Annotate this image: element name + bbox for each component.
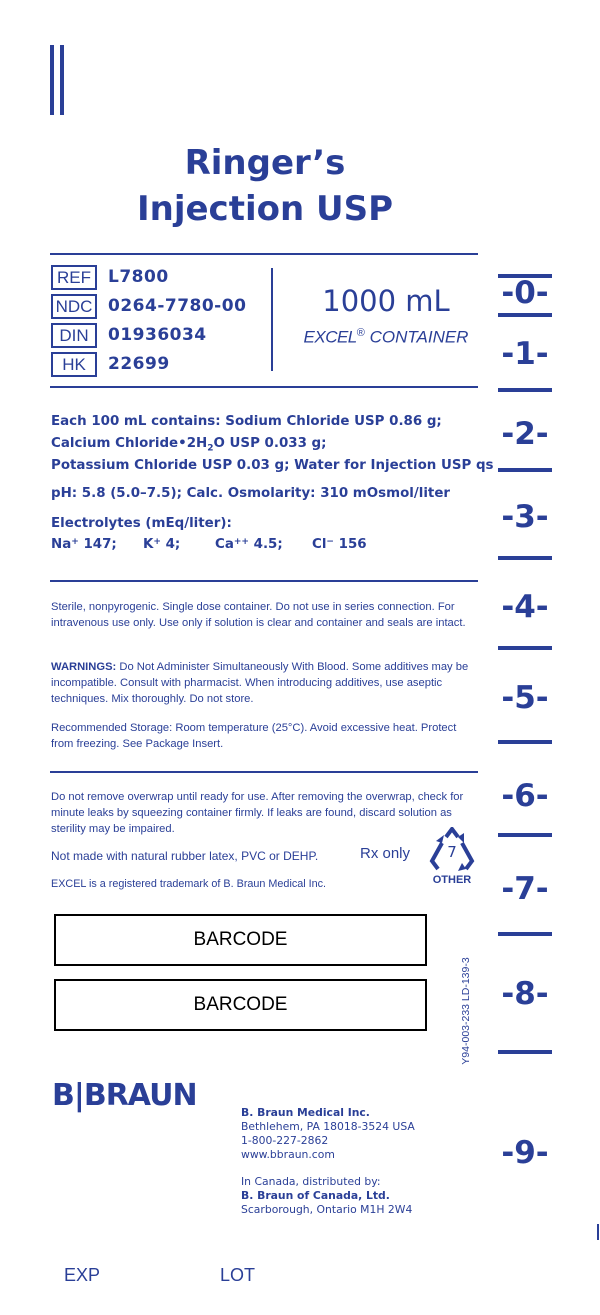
recycle-label: OTHER — [432, 874, 472, 886]
ion-charge: + — [71, 537, 79, 547]
electrolyte-k — [143, 535, 180, 554]
ref-value: L7800 — [108, 267, 169, 287]
ref-label: REF — [51, 265, 97, 290]
divider — [50, 771, 478, 773]
lot-label: LOT — [220, 1265, 256, 1285]
company-address: Bethlehem, PA 18018-3524 USA — [241, 1120, 415, 1133]
recycle-symbol — [428, 827, 476, 889]
container-label — [300, 327, 472, 348]
warnings-text: Do Not Administer Simultaneously With Blood. Some additives may be incompatible. Consult with pharmacist. When introducing additives, use aseptic techniques. Mix thoroughly. Do not store. — [51, 661, 469, 705]
recycle-number: 7 — [447, 843, 457, 861]
scale-tick — [498, 313, 552, 317]
ion-value: 4; — [165, 537, 181, 552]
barcode-box-2: BARCODE — [54, 979, 427, 1031]
overwrap-notice: Do not remove overwrap until ready for use. After removing the overwrap, check for minute leaks by squeezing container firmly. If leaks are found, discard solution as sterility may be impaired. — [51, 791, 464, 835]
company-phone: 1-800-227-2862 — [241, 1134, 329, 1147]
sterile-notice: Sterile, nonpyrogenic. Single dose container. Do not use in series connection. For intravenous use only. Use only if solution is clear and container and seals are intact. — [51, 601, 466, 629]
scale-tick — [498, 646, 552, 650]
scale-tick — [498, 388, 552, 392]
registered-mark: ® — [356, 327, 365, 339]
ion-value: 147; — [83, 537, 117, 552]
excel-brand: EXCEL — [303, 327, 357, 347]
storage-notice: Recommended Storage: Room temperature (25°C). Avoid excessive heat. Protect from freezing. See Package Insert. — [51, 722, 457, 750]
scale-tick — [498, 1050, 552, 1054]
top-right-bar — [60, 45, 64, 115]
title-line-2: Injection USP — [136, 189, 394, 229]
composition-line-2 — [51, 434, 327, 459]
canada-intro: In Canada, distributed by: — [241, 1175, 381, 1188]
hk-value: 22699 — [108, 354, 170, 374]
rx-only: Rx only — [360, 845, 411, 862]
title-line-1: Ringer’s — [184, 143, 346, 183]
edge-mark — [597, 1224, 599, 1240]
divider — [50, 253, 478, 255]
company-name: B. Braun Medical Inc. — [241, 1106, 370, 1119]
scale-tick — [498, 556, 552, 560]
bbraun-logo: B|BRAUN — [52, 1078, 197, 1113]
ndc-value: 0264-7780-00 — [108, 296, 247, 316]
side-code: Y94-003-233 LD-139-3 — [460, 957, 472, 1065]
ion-name: Cl — [312, 537, 327, 552]
composition-line-2-sub: 2 — [207, 443, 214, 454]
warnings-label: WARNINGS: — [51, 661, 117, 673]
container-word: CONTAINER — [369, 327, 469, 347]
din-label: DIN — [51, 323, 97, 348]
composition-line-2-post: O USP 0.033 g; — [213, 436, 327, 451]
ion-value: 156 — [338, 537, 367, 552]
divider — [50, 580, 478, 582]
scale-mark-0: -0- — [501, 275, 549, 311]
scale-tick — [498, 468, 552, 472]
exp-label: EXP — [64, 1265, 101, 1285]
latex-notice: Not made with natural rubber latex, PVC or DEHP. — [51, 849, 319, 863]
composition-line-3: Potassium Chloride USP 0.03 g; Water for Injection USP qs — [51, 458, 494, 473]
composition-line-2-pre: Calcium Chloride•2H — [51, 436, 208, 451]
scale-mark-7: -7- — [501, 871, 549, 907]
electrolyte-cl — [312, 535, 367, 554]
ndc-label: NDC — [51, 294, 97, 319]
composition-line-1: Each 100 mL contains: Sodium Chloride USP 0.86 g; — [51, 414, 442, 429]
ion-value: 4.5; — [253, 537, 283, 552]
trademark-notice: EXCEL is a registered trademark of B. Braun Medical Inc. — [51, 878, 327, 890]
scale-mark-9: -9- — [501, 1135, 549, 1171]
scale-mark-5: -5- — [501, 680, 549, 716]
hk-label: HK — [51, 352, 97, 377]
scale-mark-4: -4- — [501, 589, 549, 625]
din-value: 01936034 — [108, 325, 207, 345]
warnings-notice — [51, 659, 481, 707]
ion-charge: ++ — [233, 537, 249, 547]
ion-name: Na — [51, 537, 72, 552]
scale-mark-8: -8- — [501, 976, 549, 1012]
ph-osmolarity: pH: 5.8 (5.0–7.5); Calc. Osmolarity: 310 mOsmol/liter — [51, 486, 451, 501]
ion-charge: + — [153, 537, 161, 547]
code-separator — [271, 268, 273, 371]
scale-tick — [498, 932, 552, 936]
company-web: www.bbraun.com — [241, 1148, 335, 1161]
scale-mark-3: -3- — [501, 499, 549, 535]
ion-charge: − — [326, 537, 334, 547]
ion-name: K — [143, 537, 154, 552]
ion-name: Ca — [215, 537, 234, 552]
scale-tick — [498, 833, 552, 837]
electrolyte-ca — [215, 535, 283, 554]
electrolyte-na — [51, 535, 117, 554]
scale-tick — [498, 740, 552, 744]
barcode-box-1: BARCODE — [54, 914, 427, 966]
top-left-bar — [50, 45, 54, 115]
volume-amount: 1000 mL — [322, 284, 450, 318]
scale-mark-2: -2- — [501, 416, 549, 452]
canada-address: Scarborough, Ontario M1H 2W4 — [241, 1203, 413, 1216]
canada-name: B. Braun of Canada, Ltd. — [241, 1189, 390, 1202]
scale-mark-6: -6- — [501, 778, 549, 814]
electrolytes-heading: Electrolytes (mEq/liter): — [51, 516, 232, 531]
scale-mark-1: -1- — [501, 336, 549, 372]
divider — [50, 386, 478, 388]
